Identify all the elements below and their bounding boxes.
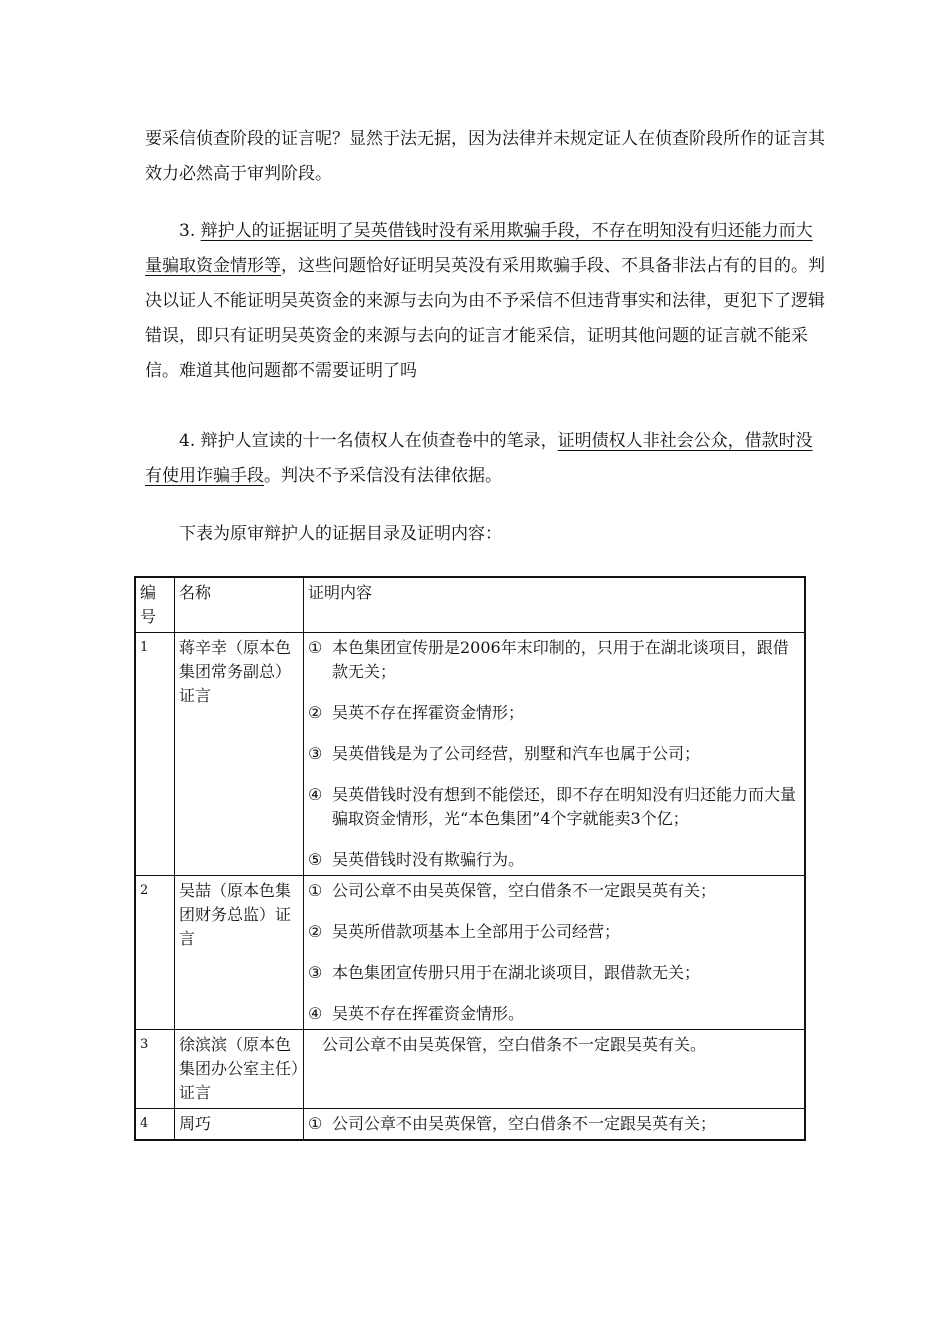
table-row bbox=[135, 1109, 805, 1141]
table-row bbox=[135, 1030, 805, 1109]
row-number: 4 bbox=[135, 1109, 175, 1141]
point-number: 3. bbox=[179, 221, 196, 241]
row-content bbox=[304, 1030, 806, 1109]
row-content bbox=[304, 633, 806, 876]
item-marker: ⑤ bbox=[308, 850, 323, 869]
item-text: 吴英借钱时没有想到不能偿还，即不存在明知没有归还能力而大量骗取资金情形，光“本色集团”4个字就能卖3个亿； bbox=[332, 785, 797, 828]
row-number: 3 bbox=[135, 1030, 175, 1109]
content-item bbox=[308, 701, 800, 725]
table-row bbox=[135, 876, 805, 1030]
content-item bbox=[308, 848, 800, 872]
item-marker: ② bbox=[308, 922, 323, 941]
paragraph-text: 辩护人宣读的十一名债权人在侦查卷中的笔录， bbox=[200, 431, 558, 451]
paragraph-point-4 bbox=[145, 424, 825, 494]
content-item bbox=[308, 879, 800, 903]
evidence-table bbox=[134, 576, 806, 1141]
row-number: 1 bbox=[135, 633, 175, 876]
content-item bbox=[308, 1002, 800, 1026]
paragraph-point-3 bbox=[145, 214, 825, 389]
row-name: 徐滨滨（原本色集团办公室主任）证言 bbox=[175, 1030, 304, 1109]
paragraph-text: 下表为原审辩护人的证据目录及证明内容： bbox=[179, 524, 502, 544]
item-marker: ④ bbox=[308, 1004, 323, 1023]
paragraph-text: ，这些问题恰好证明吴英没有采用欺骗手段、不具备非法占有的目的。判决以证人不能证明吴英资金的来源与去向为由不予采信不但违背事实和法律，更犯下了逻辑错误，即只有证明吴英资金的来源与去向的证言才能采信，证明其他问题的证言就不能采信。难道其他问题都不需要证明了吗 bbox=[145, 256, 825, 381]
item-text: 吴英借钱是为了公司经营，别墅和汽车也属于公司； bbox=[332, 744, 701, 763]
item-marker: ① bbox=[308, 638, 323, 657]
item-marker: ① bbox=[308, 881, 323, 900]
row-number: 2 bbox=[135, 876, 175, 1030]
item-marker: ④ bbox=[308, 785, 323, 804]
item-marker: ③ bbox=[308, 963, 323, 982]
paragraph-text: 。判决不予采信没有法律依据。 bbox=[264, 466, 502, 486]
paragraph-continuation bbox=[145, 122, 825, 192]
item-text: 吴英不存在挥霍资金情形。 bbox=[332, 1004, 525, 1023]
content-item bbox=[308, 920, 800, 944]
header-content: 证明内容 bbox=[304, 577, 806, 633]
content-item bbox=[308, 1112, 800, 1136]
underlined-claim: 证明债权人非社会公众，借款时没有使用诈骗手段 bbox=[145, 431, 813, 486]
content-text: 公司公章不由吴英保管，空白借条不一定跟吴英有关。 bbox=[322, 1035, 707, 1054]
row-content bbox=[304, 876, 806, 1030]
table-row bbox=[135, 633, 805, 876]
row-content bbox=[304, 1109, 806, 1141]
header-name: 名称 bbox=[175, 577, 304, 633]
table-intro bbox=[145, 517, 825, 552]
underlined-claim: 辩护人的证据证明了吴英借钱时没有采用欺骗手段，不存在明知没有归还能力而大量骗取资金情形等 bbox=[145, 221, 813, 276]
point-number: 4. bbox=[179, 431, 196, 451]
row-name: 吴喆（原本色集团财务总监）证言 bbox=[175, 876, 304, 1030]
item-text: 公司公章不由吴英保管，空白借条不一定跟吴英有关； bbox=[332, 881, 717, 900]
item-text: 本色集团宣传册是2006年末印制的，只用于在湖北谈项目，跟借款无关； bbox=[332, 638, 789, 681]
item-text: 本色集团宣传册只用于在湖北谈项目，跟借款无关； bbox=[332, 963, 701, 982]
item-text: 吴英所借款项基本上全部用于公司经营； bbox=[332, 922, 621, 941]
item-marker: ② bbox=[308, 703, 323, 722]
item-marker: ① bbox=[308, 1114, 323, 1133]
header-number: 编号 bbox=[135, 577, 175, 633]
item-text: 公司公章不由吴英保管，空白借条不一定跟吴英有关； bbox=[332, 1114, 717, 1133]
table-header-row bbox=[135, 577, 805, 633]
content-item bbox=[308, 742, 800, 766]
item-text: 吴英不存在挥霍资金情形； bbox=[332, 703, 525, 722]
row-name: 蒋辛幸（原本色集团常务副总）证言 bbox=[175, 633, 304, 876]
row-name: 周巧 bbox=[175, 1109, 304, 1141]
item-marker: ③ bbox=[308, 744, 323, 763]
content-item bbox=[308, 783, 800, 831]
content-item bbox=[308, 636, 800, 684]
item-text: 吴英借钱时没有欺骗行为。 bbox=[332, 850, 525, 869]
paragraph-text: 要采信侦查阶段的证言呢？显然于法无据，因为法律并未规定证人在侦查阶段所作的证言其效力必然高于审判阶段。 bbox=[145, 129, 825, 184]
content-item bbox=[308, 961, 800, 985]
